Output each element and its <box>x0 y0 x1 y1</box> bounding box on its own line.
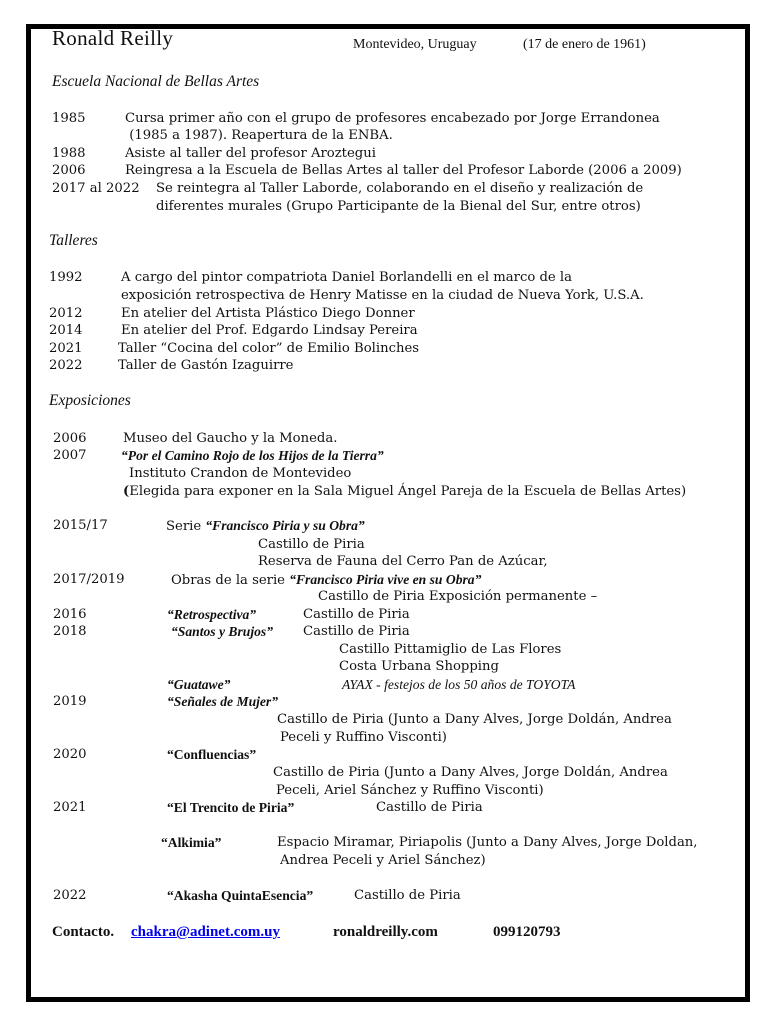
series-prefix: Obras de la serie <box>171 573 290 588</box>
entry-text: Cursa primer año con el grupo de profesores encabezado por Jorge Errandonea <box>125 111 660 126</box>
exhibition-title: “Retrospectiva” <box>167 607 257 622</box>
entry-year: 1992 <box>49 270 83 285</box>
entry-text <box>166 518 365 535</box>
exhibition-title: “Francisco Piria vive en su Obra” <box>289 572 482 587</box>
entry-text: Castillo Pittamiglio de Las Flores <box>339 642 562 657</box>
author-name: Ronald Reilly <box>52 26 174 50</box>
entry-year: 2018 <box>53 624 87 639</box>
exhibition-title: “Alkimia” <box>161 835 222 850</box>
entry-year: 2017/2019 <box>53 572 125 587</box>
entry-year: 2016 <box>53 607 87 622</box>
entry-text: Asiste al taller del profesor Aroztegui <box>125 146 376 161</box>
exhibition-title: “Guatawe” <box>167 677 231 692</box>
entry-text: Museo del Gaucho y la Moneda. <box>123 431 338 446</box>
entry-year: 2014 <box>49 323 83 338</box>
birth-place: Montevideo, Uruguay <box>353 37 477 52</box>
exhibition-title: “Akasha QuintaEsencia” <box>167 888 314 903</box>
paren: ( <box>123 484 130 499</box>
entry-year: 2020 <box>53 747 87 762</box>
exhibition-title: “Francisco Piria y su Obra” <box>205 518 365 533</box>
entry-text: (1985 a 1987). Reapertura de la ENBA. <box>125 128 393 143</box>
website-text: ronaldreilly.com <box>333 924 438 940</box>
entry-year: 2015/17 <box>53 518 108 533</box>
entry-year: 1988 <box>52 146 86 161</box>
entry-text: exposición retrospectiva de Henry Matisse en la ciudad de Nueva York, U.S.A. <box>121 288 644 303</box>
entry-year: 2022 <box>49 358 83 373</box>
entry-text: Instituto Crandon de Montevideo <box>129 466 352 481</box>
section-heading-talleres: Talleres <box>49 232 98 249</box>
entry-text: Castillo de Piria Exposición permanente – <box>318 589 598 604</box>
entry-text: En atelier del Prof. Edgardo Lindsay Pereira <box>121 323 418 338</box>
exhibition-title: “Santos y Brujos” <box>171 624 273 639</box>
exhibition-title: “El Trencito de Piria” <box>167 800 295 815</box>
entry-text <box>171 572 481 589</box>
entry-text: Peceli y Ruffino Visconti) <box>280 730 447 745</box>
entry-text: Peceli, Ariel Sánchez y Ruffino Visconti) <box>276 783 544 798</box>
entry-text: Castillo de Piria <box>258 537 365 552</box>
phone-number: 099120793 <box>493 924 561 940</box>
series-prefix: Serie <box>166 519 206 534</box>
entry-text: Castillo de Piria <box>376 800 483 815</box>
contact-label: Contacto. <box>52 924 115 940</box>
entry-text: Espacio Miramar, Piriapolis (Junto a Dany Alves, Jorge Doldan, <box>277 835 698 850</box>
exhibition-title: “Señales de Mujer” <box>167 694 279 709</box>
entry-text: Se reintegra al Taller Laborde, colaborando en el diseño y realización de <box>156 181 644 196</box>
entry-text: A cargo del pintor compatriota Daniel Borlandelli en el marco de la <box>121 270 573 285</box>
entry-year: 2022 <box>53 888 87 903</box>
entry-year: 1985 <box>52 111 86 126</box>
entry-year: 2012 <box>49 306 83 321</box>
entry-text: AYAX - festejos de los 50 años de TOYOTA <box>342 677 576 692</box>
entry-text: Castillo de Piria (Junto a Dany Alves, Jorge Doldán, Andrea <box>273 765 668 780</box>
birth-date: (17 de enero de 1961) <box>523 37 646 52</box>
entry-text: Castillo de Piria <box>354 888 461 903</box>
section-heading-exposiciones: Exposiciones <box>49 392 131 409</box>
exhibition-title: “Por el Camino Rojo de los Hijos de la Tierra” <box>121 448 384 463</box>
entry-text: En atelier del Artista Plástico Diego Donner <box>121 306 415 321</box>
entry-year: 2021 <box>53 800 87 815</box>
entry-text: Andrea Peceli y Ariel Sánchez) <box>280 853 486 868</box>
email-link[interactable]: chakra@adinet.com.uy <box>131 924 280 940</box>
section-heading-escuela: Escuela Nacional de Bellas Artes <box>52 73 260 90</box>
entry-year: 2006 <box>53 431 87 446</box>
entry-text <box>123 484 686 500</box>
entry-text: Castillo de Piria <box>303 607 410 622</box>
entry-text: Reserva de Fauna del Cerro Pan de Azúcar, <box>258 554 548 569</box>
entry-text: Castillo de Piria (Junto a Dany Alves, Jorge Doldán, Andrea <box>277 712 672 727</box>
entry-text: Taller “Cocina del color” de Emilio Bolinches <box>118 341 420 356</box>
entry-text-inner: Elegida para exponer en la Sala Miguel Ángel Pareja de la Escuela de Bellas Artes) <box>129 484 687 499</box>
entry-text: Costa Urbana Shopping <box>339 659 499 674</box>
entry-year: 2019 <box>53 694 87 709</box>
entry-year: 2021 <box>49 341 83 356</box>
entry-year: 2017 al 2022 <box>52 181 140 196</box>
entry-text: Taller de Gastón Izaguirre <box>118 358 294 373</box>
entry-text: Castillo de Piria <box>303 624 410 639</box>
entry-text: diferentes murales (Grupo Participante de la Bienal del Sur, entre otros) <box>156 199 641 214</box>
exhibition-title: “Confluencias” <box>167 747 257 762</box>
entry-year: 2007 <box>53 448 87 463</box>
entry-text: Reingresa a la Escuela de Bellas Artes al taller del Profesor Laborde (2006 a 2009) <box>125 163 682 178</box>
entry-year: 2006 <box>52 163 86 178</box>
